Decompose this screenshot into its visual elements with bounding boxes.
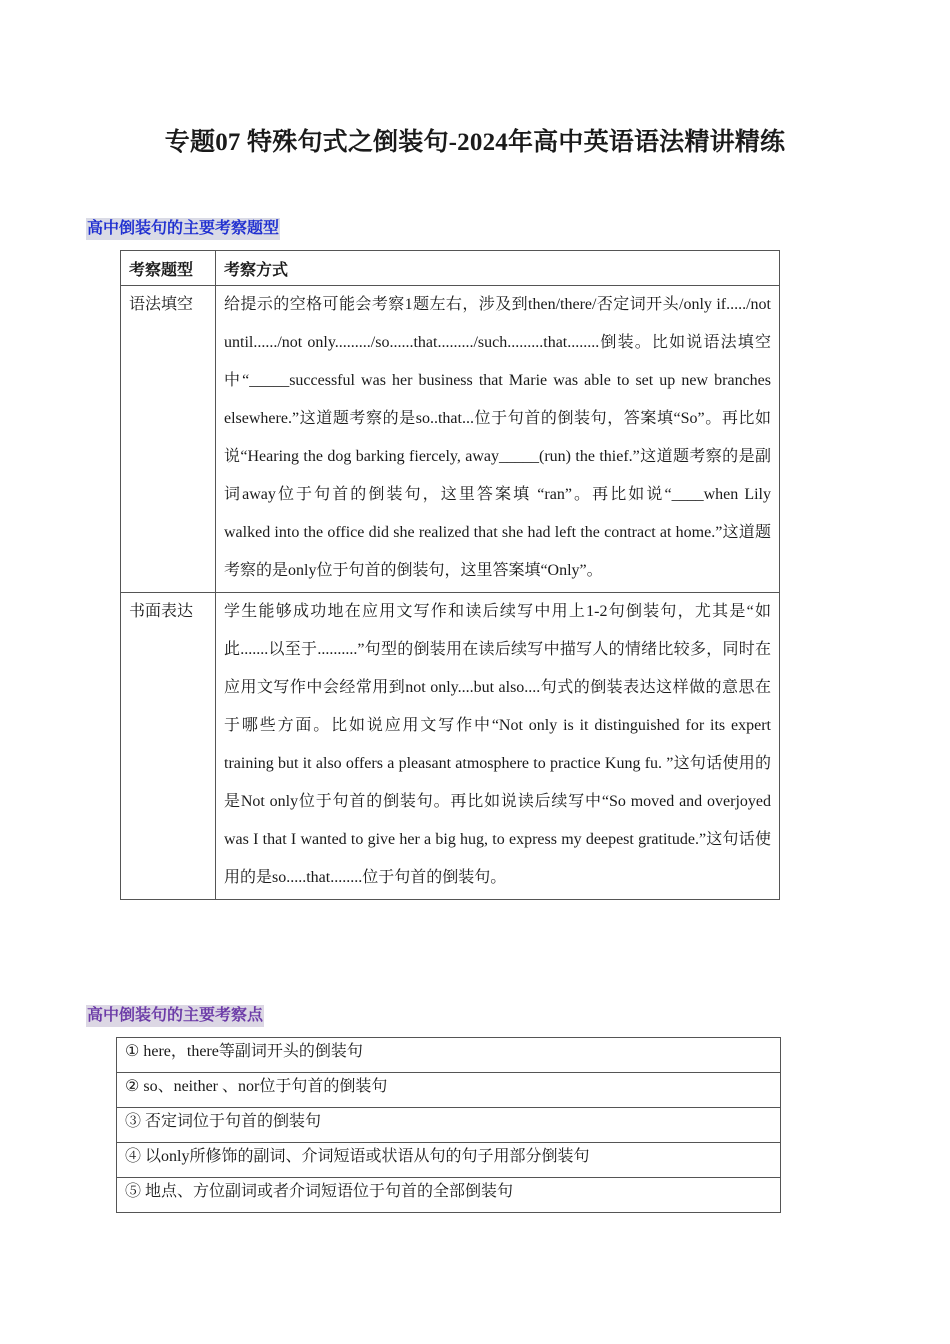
section-heading-question-types: 高中倒装句的主要考察题型 [86,218,280,240]
point-4: ④ 以only所修饰的副词、介词短语或状语从句的句子用部分倒装句 [117,1143,781,1178]
point-2: ② so、neither 、nor位于句首的倒装句 [117,1073,781,1108]
table-header-row [121,251,780,286]
point-3: ③ 否定词位于句首的倒装句 [117,1108,781,1143]
table-row [121,286,780,593]
list-item [117,1108,781,1143]
list-item [117,1143,781,1178]
header-type: 考察题型 [121,251,216,286]
list-item [117,1178,781,1213]
row-method-writing: 学生能够成功地在应用文写作和读后续写中用上1-2句倒装句，尤其是“如此.......以至于..........”句型的倒装用在读后续写中描写人的情绪比较多，同时在应用文写作中会经常用到not only....but also....句式的倒装表达这样做的意思在于哪些方面。比如说应用文写作中“Not only is it distinguished for its expert training but it also offers a pleasant atmosphere to practice Kung fu. ”这句话使用的是Not only位于句首的倒装句。再比如说读后续写中“So moved and overjoyed was I that I wanted to give her a big hug, to express my deepest gratitude.”这句话使用的是so.....that........位于句首的倒装句。 [216,593,780,900]
key-points-table [116,1037,781,1213]
point-5: ⑤ 地点、方位副词或者介词短语位于句首的全部倒装句 [117,1178,781,1213]
list-item [117,1073,781,1108]
table-row [121,593,780,900]
header-method: 考察方式 [216,251,780,286]
point-1: ① here，there等副词开头的倒装句 [117,1038,781,1073]
row-method-grammar-fill: 给提示的空格可能会考察1题左右，涉及到then/there/否定词开头/only if...../not until....../not only........./so......that........./such.........that........倒装。比如说语法填空中“_____successful was her business that Marie was able to set up new branches elsewhere.”这道题考察的是so..that...位于句首的倒装句，答案填“So”。再比如说“Hearing the dog barking fiercely, away_____(run) the thief.”这道题考察的是副词away位于句首的倒装句，这里答案填 “ran”。再比如说“____when Lily walked into the office did she realized that she had left the contract at home.”这道题考察的是only位于句首的倒装句，这里答案填“Only”。 [216,286,780,593]
question-types-table [120,250,780,900]
list-item [117,1038,781,1073]
row-type-grammar-fill: 语法填空 [121,286,216,593]
section-heading-key-points: 高中倒装句的主要考察点 [86,1005,264,1027]
page-title: 专题07 特殊句式之倒装句-2024年高中英语语法精讲精练 [164,129,786,156]
row-type-writing: 书面表达 [121,593,216,900]
